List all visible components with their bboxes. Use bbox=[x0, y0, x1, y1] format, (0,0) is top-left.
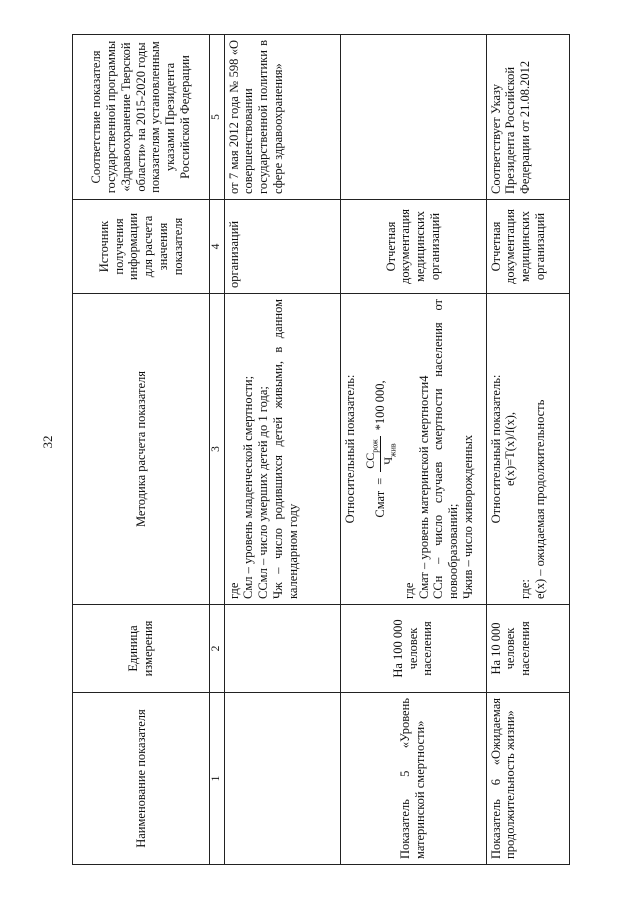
formula-rhs: *100 000, bbox=[373, 380, 388, 431]
method-text: Смл – уровень младенческой смертности; bbox=[241, 375, 256, 599]
method-text: где bbox=[226, 582, 241, 599]
column-number: 1 bbox=[210, 693, 225, 865]
indicator-name-cell bbox=[224, 693, 340, 865]
maternal-mortality-formula bbox=[363, 299, 398, 599]
method-text: Чж – число родившихся детей живыми, в данном календарном году bbox=[270, 299, 300, 599]
rotated-page-content bbox=[72, 35, 568, 865]
conformity-cell bbox=[340, 35, 486, 200]
formula-fraction bbox=[363, 436, 398, 471]
formula-numerator: СС bbox=[363, 452, 378, 469]
formula-equals: = bbox=[373, 477, 388, 485]
header-indicator-name: Наименование показателя bbox=[73, 693, 210, 865]
page-number: 32 bbox=[40, 435, 55, 449]
table-row bbox=[224, 35, 340, 865]
column-number-row bbox=[210, 35, 225, 865]
method-text: ССмл – число умерших детей до 1 года; bbox=[256, 386, 271, 599]
header-calculation-method: Методика расчета показателя bbox=[73, 294, 210, 605]
table-row bbox=[340, 35, 486, 865]
indicator-name-cell: Показатель 5 «Уровень материнской смертности» bbox=[340, 693, 486, 865]
info-source-cell: Отчетная документация медицинских организаций bbox=[340, 200, 486, 294]
method-cell bbox=[340, 294, 486, 605]
column-number: 3 bbox=[210, 294, 225, 605]
conformity-cell: от 7 мая 2012 года № 598 «О совершенствовании государственной политики в сфере здравоохранения» bbox=[224, 35, 340, 200]
formula-denominator: Ч bbox=[381, 456, 396, 465]
unit-cell: На 100 000 человек населения bbox=[340, 605, 486, 693]
column-number: 4 bbox=[210, 200, 225, 294]
header-unit: Единица измерения bbox=[73, 605, 210, 693]
method-text: где: bbox=[518, 579, 533, 599]
header-info-source: Источник получения информации для расчета значения показателя bbox=[73, 200, 210, 294]
formula-lhs: Смат bbox=[373, 490, 388, 518]
header-row bbox=[73, 35, 210, 865]
info-source-cell: Отчетная документация медицинских организаций bbox=[486, 200, 569, 294]
table-row bbox=[486, 35, 569, 865]
method-intro: Относительный показатель: bbox=[488, 374, 503, 524]
info-source-cell: организаций bbox=[224, 200, 340, 294]
method-text: Чжив – число живорожденных bbox=[460, 434, 475, 599]
method-text: e(x) – ожидаемая продолжительность bbox=[532, 399, 547, 599]
column-number: 2 bbox=[210, 605, 225, 693]
header-conformity: Соответствие показателя государственной программы «Здравоохранение Тверской области» на 2015-2020 годы показателям установленным указами Президента Российской Федерации bbox=[73, 35, 210, 200]
method-text: ССн – число случаев смертности населения от новообразований; bbox=[431, 299, 461, 599]
unit-cell bbox=[224, 605, 340, 693]
unit-cell: На 10 000 человек населения bbox=[486, 605, 569, 693]
method-text: Смат – уровень материнской смертности4 bbox=[416, 375, 431, 599]
conformity-cell: Соответствует Указу Президента Российской Федерации от 21.08.2012 bbox=[486, 35, 569, 200]
method-cell bbox=[224, 294, 340, 605]
indicator-name-cell: Показатель 6 «Ожидаемая продолжительность жизни» bbox=[486, 693, 569, 865]
method-cell bbox=[486, 294, 569, 605]
method-intro: Относительный показатель: bbox=[342, 374, 357, 524]
formula-numerator-sub: рож bbox=[370, 439, 380, 453]
life-expectancy-formula: e(x)=T(x)/l(x), bbox=[503, 411, 518, 487]
column-number: 5 bbox=[210, 35, 225, 200]
formula-denominator-sub: жив bbox=[388, 443, 398, 457]
indicators-table bbox=[72, 34, 570, 865]
method-text: где bbox=[401, 582, 416, 599]
